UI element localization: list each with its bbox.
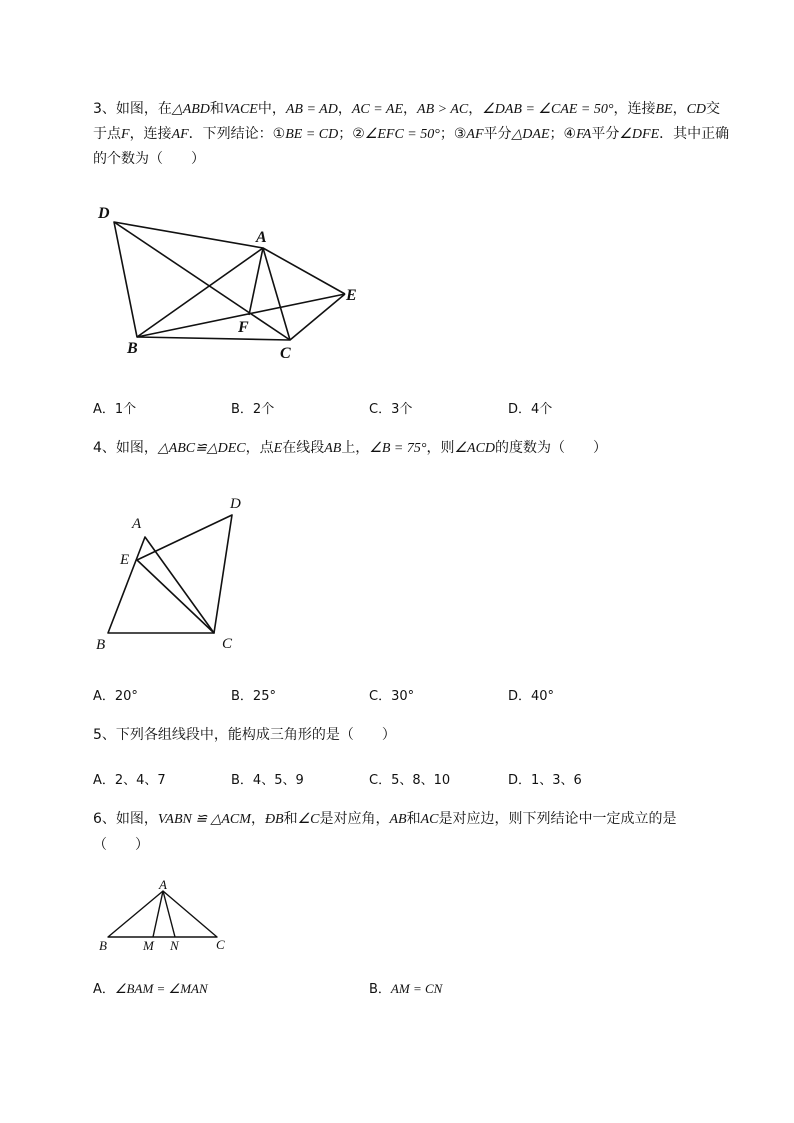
q6-label-b: B	[99, 938, 107, 953]
q4-label-c: C	[222, 636, 233, 652]
question-5-text: 5、下列各组线段中，能构成三角形的是（ ）	[93, 727, 396, 743]
q5-option-d[interactable]: D．1、3、6	[508, 773, 582, 788]
q3-label-e: E	[346, 287, 357, 304]
q3-option-c[interactable]: C．3个	[369, 402, 413, 417]
question-6-answer-paren: （ ）	[93, 837, 149, 853]
q4-label-e: E	[120, 552, 130, 568]
q6-options	[93, 978, 713, 1000]
question-6-text: 6、如图，VABN ≌ △ACM，ÐB和∠C是对应角，AB和AC是对应边，则下列结论中一定成立的是	[93, 811, 677, 827]
q3-option-b[interactable]: B．2个	[231, 402, 275, 417]
q3-label-b: B	[127, 340, 138, 357]
q6-label-n: N	[170, 938, 179, 953]
q3-option-a[interactable]: A．1个	[93, 402, 137, 417]
q4-option-b[interactable]: B．25°	[231, 689, 276, 704]
q3-label-a: A	[256, 229, 267, 246]
q4-label-b: B	[96, 637, 106, 653]
q6-label-m: M	[143, 938, 154, 953]
q3-label-c: C	[280, 345, 291, 362]
q5-option-b[interactable]: B．4、5、9	[231, 773, 304, 788]
q4-label-d: D	[230, 496, 241, 512]
q4-option-a[interactable]: A．20°	[93, 689, 138, 704]
q4-option-c[interactable]: C．30°	[369, 689, 415, 704]
q6-label-a: A	[159, 877, 167, 892]
q5-option-c[interactable]: C．5、8、10	[369, 773, 451, 788]
q6-label-c: C	[216, 937, 225, 952]
q3-label-f: F	[238, 319, 249, 336]
q5-option-a[interactable]: A．2、4、7	[93, 773, 166, 788]
q3-label-d: D	[98, 205, 110, 222]
q6-option-a[interactable]: A．∠BAM = ∠MAN	[93, 981, 208, 997]
q4-option-d[interactable]: D．40°	[508, 689, 555, 704]
q3-option-d[interactable]: D．4个	[508, 402, 553, 417]
q4-label-a: A	[132, 516, 142, 532]
question-3-text: 3、如图，在△ABD和VACE中，AB = AD，AC = AE，AB > AC，∠DAB = ∠CAE = 50°，连接BE，CD交于点F，连接AF．下列结论：①BE = CD；②∠EFC = 50°；③AF平分△DAE；④FA平分∠DFE．其中正确的个数为（ ）	[93, 101, 730, 167]
question-4-text: 4、如图，△ABC≌△DEC，点E在线段AB上，∠B = 75°，则∠ACD的度数为（ ）	[93, 440, 608, 456]
q6-option-b[interactable]: B．AM = CN	[369, 981, 443, 997]
